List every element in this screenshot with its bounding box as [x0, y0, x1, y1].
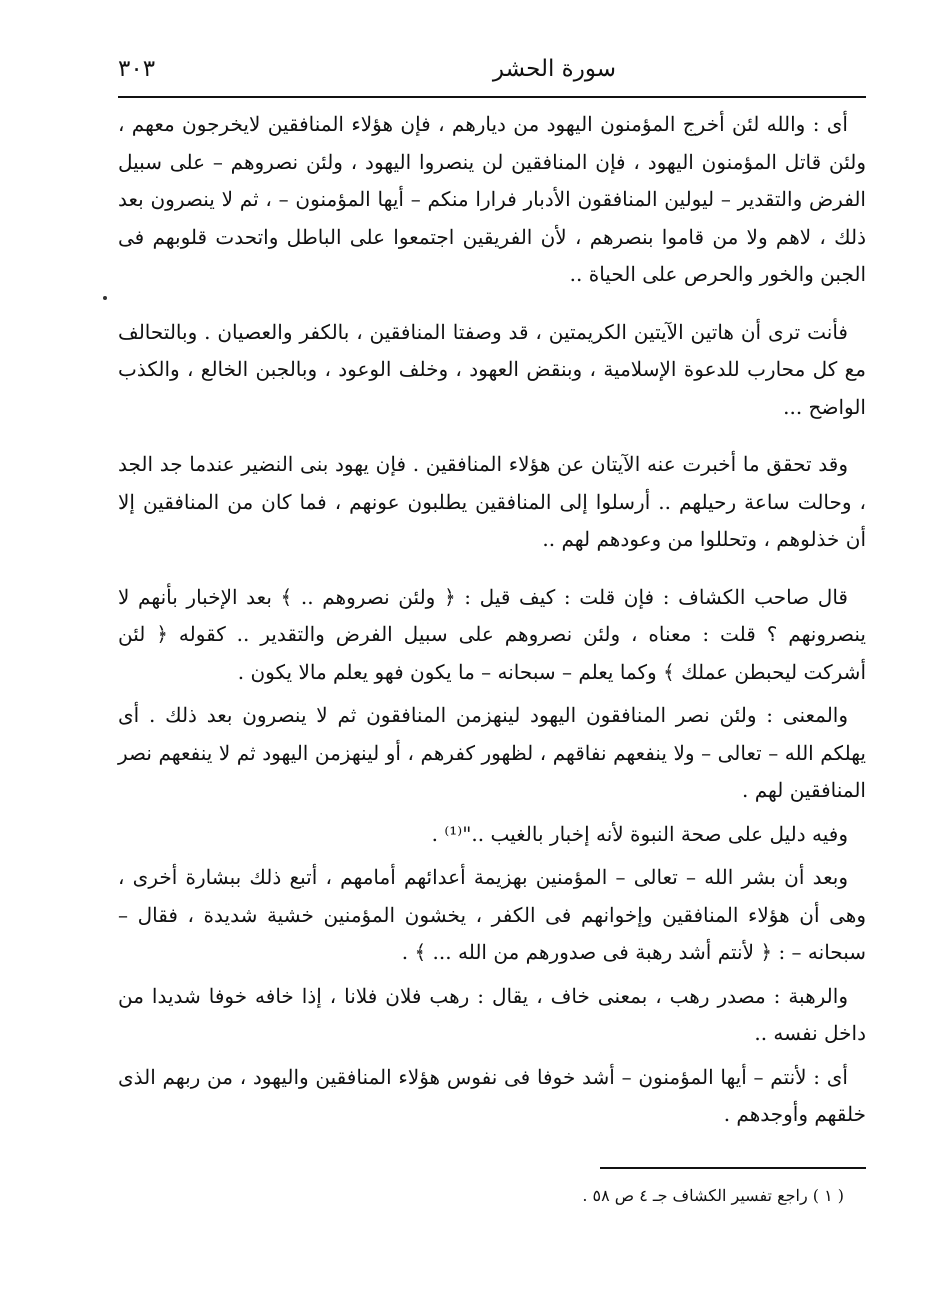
paragraph: والمعنى : ولئن نصر المنافقون اليهود لينهزمن المنافقون ثم لا ينصرون بعد ذلك . أى يهلكم الله – تعالى – ولا ينفعهم نفاقهم ، لظهور كفرهم ، أو لينهزمن اليهود ثم لا ينفعهم نصر المنافقين لهم . — [118, 703, 866, 802]
margin-mark — [103, 296, 107, 300]
paragraph: فأنت ترى أن هاتين الآيتين الكريمتين ، قد وصفتا المنافقين ، بالكفر والعصيان . وبالتحالف مع كل محارب للدعوة الإسلامية ، وبنقض العهود ، وخلف الوعود ، وبالجبن الخالع ، والكذب الواضح ... — [118, 319, 867, 419]
page-header — [118, 52, 866, 92]
paragraph: وقد تحقق ما أخبرت عنه الآيتان عن هؤلاء المنافقين . فإن يهود بنى النضير عندما جد الجد ، وحالت ساعة رحيلهم .. أرسلوا إلى المنافقين يطلبون عونهم ، فما كان من المنافقين إلا أن خذلوهم ، وتحللوا من وعودهم لهم .. — [118, 452, 866, 551]
paragraph: وفيه دليل على صحة النبوة لأنه إخبار بالغيب .."⁽¹⁾ . — [431, 821, 848, 846]
paragraph: قال صاحب الكشاف : فإن قلت : كيف قيل : ﴿ ولئن نصروهم .. ﴾ بعد الإخبار بأنهم لا ينصرونهم ؟ قلت : معناه ، ولئن نصروهم على سبيل الفرض والتقدير .. كقوله ﴿ لئن أشركت ليحبطن عملك ﴾ وكما يعلم – سبحانه – ما يكون فهو يعلم مالا يكون . — [118, 584, 866, 684]
header-rule — [118, 96, 866, 98]
body-text — [118, 106, 866, 1134]
page-number: ٣٠٣ — [118, 56, 156, 82]
paragraph: والرهبة : مصدر رهب ، بمعنى خاف ، يقال : رهب فلان فلانا ، إذا خافه خوفا شديدا من داخل نفسه .. — [118, 983, 866, 1045]
paragraph: أى : لأنتم – أيها المؤمنون – أشد خوفا فى نفوس هؤلاء المنافقين واليهود ، من ربهم الذى خلقهم وأوجدهم . — [118, 1064, 866, 1126]
footnote: ( ١ ) راجع تفسير الكشاف جـ ٤ ص ٥٨ . — [582, 1186, 844, 1205]
surah-title: سورة الحشر — [492, 56, 616, 82]
paragraph: أى : والله لئن أخرج المؤمنون اليهود من ديارهم ، فإن هؤلاء المنافقين لايخرجون معهم ، ولئن قاتل المؤمنون اليهود ، فإن المنافقين لن ينصروا اليهود ، ولئن نصروهم – على سبيل الفرض والتقدير – ليولين المنافقون الأدبار فرارا منكم – أيها المؤمنون – ، ثم لا ينصرون بعد ذلك ، لاهم ولا من قاموا بنصرهم ، لأن الفريقين اجتمعوا على الباطل واتحدت قلوبهم فى الجبن والخور والحرص على الحياة .. — [118, 112, 866, 286]
paragraph: وبعد أن بشر الله – تعالى – المؤمنين بهزيمة أعدائهم أمامهم ، أتبع ذلك ببشارة أخرى ، وهى أن هؤلاء المنافقين وإخوانهم فى الكفر ، يخشون المؤمنين خشية شديدة ، فقال – سبحانه – : ﴿ لأنتم أشد رهبة فى صدورهم من الله ... ﴾ . — [118, 865, 866, 964]
footnote-rule — [600, 1167, 866, 1169]
